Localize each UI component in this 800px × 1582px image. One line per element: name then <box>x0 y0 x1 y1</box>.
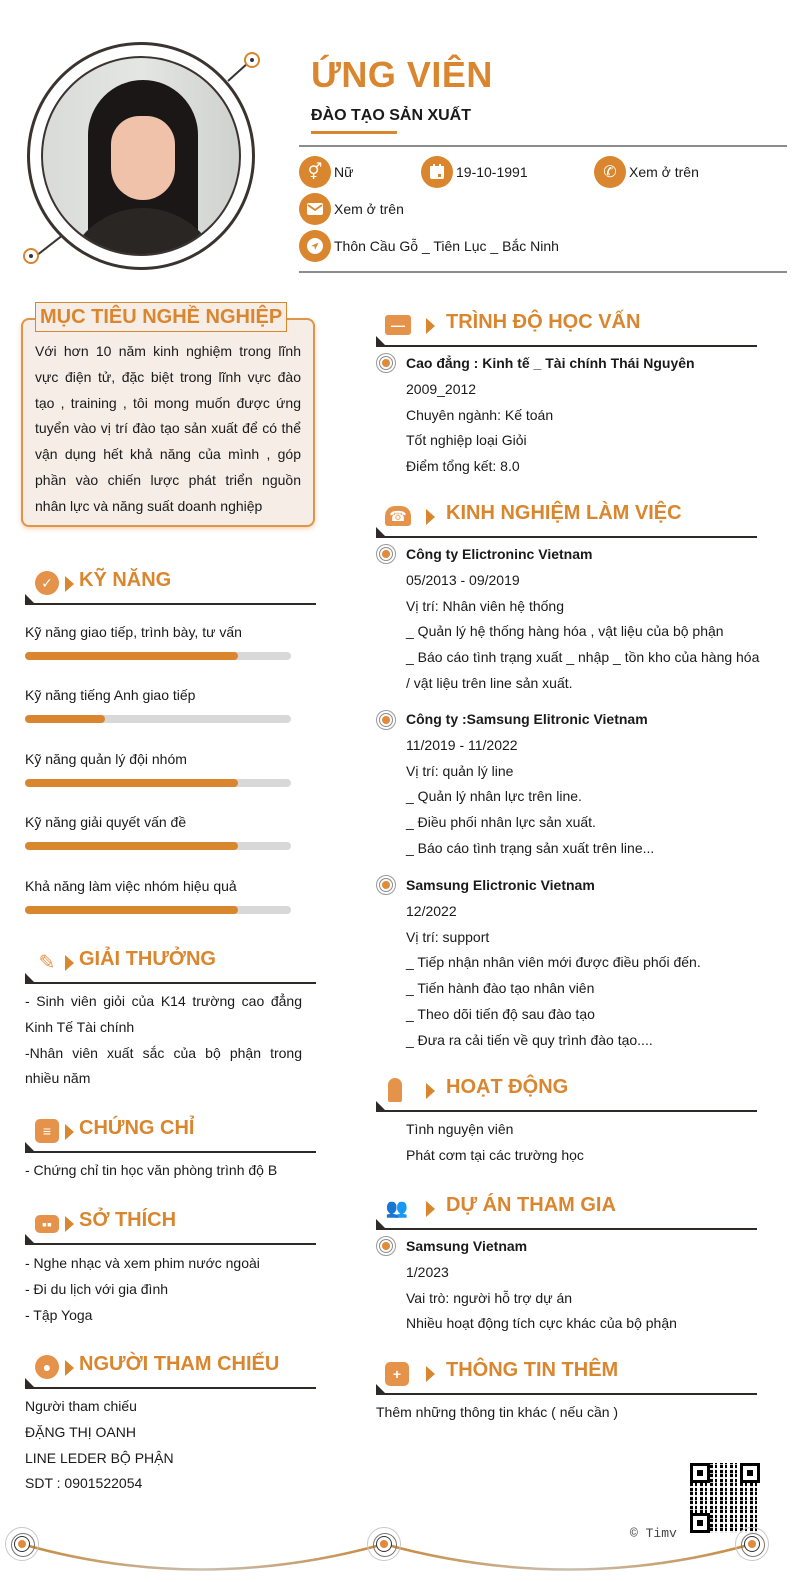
copyright-text: © Timv <box>630 1526 677 1541</box>
activities-content: Tình nguyện viên Phát cơm tại các trường học <box>406 1121 584 1163</box>
arrow-icon <box>426 509 435 525</box>
references-content: Người tham chiếu ĐẶNG THỊ OANH LINE LEDER BỘ PHẬN SDT : 0901522054 <box>25 1398 174 1492</box>
target-circle-icon <box>367 1527 401 1561</box>
section-skills-heading: ✓ KỸ NĂNG <box>25 569 316 605</box>
certificates-content: - Chứng chỉ tin học văn phòng trình độ B <box>25 1162 278 1178</box>
education-entry: Cao đẳng : Kinh tế _ Tài chính Thái Nguyên 2009_2012 Chuyên ngành: Kế toán Tốt nghiệp loại Giỏi Điểm tổng kết: 8.0 <box>406 355 695 475</box>
timeline-bullet-icon <box>376 710 396 730</box>
section-references-heading: ● NGƯỜI THAM CHIẾU <box>25 1353 316 1389</box>
certificate-icon: ≡ <box>35 1119 59 1143</box>
skill-item: Khả năng làm việc nhóm hiệu quả <box>25 878 291 914</box>
timeline-bullet-icon <box>376 1236 396 1256</box>
timeline-bullet-icon <box>376 544 396 564</box>
gender-icon: ⚥ <box>299 156 331 188</box>
skill-bar <box>25 842 291 850</box>
decor-node-bottom <box>23 248 39 264</box>
project-entry: Samsung Vietnam 1/2023 Vai trò: người hỗ trợ dự án Nhiều hoạt động tích cực khác của bộ phận <box>406 1238 677 1332</box>
arrow-icon <box>426 1366 435 1382</box>
objective-title: MỤC TIÊU NGHỀ NGHIỆP <box>35 302 287 332</box>
arrow-icon <box>65 1124 74 1140</box>
gender-value: Nữ <box>334 164 354 180</box>
person-icon <box>388 1078 402 1102</box>
target-circle-icon <box>735 1527 769 1561</box>
target-circle-icon <box>5 1527 39 1561</box>
skill-bar <box>25 906 291 914</box>
arrow-icon <box>426 1201 435 1217</box>
experience-entry: Samsung Elictronic Vietnam 12/2022 Vị trí: support _ Tiếp nhận nhân viên mới được điều phối đến. _ Tiến hành đào tạo nhân viên _ Theo dõi tiến độ sau đào tạo _ Đưa ra cải tiến về quy trình đào tạo.... <box>406 877 701 1048</box>
section-experience-heading: ☎ KINH NGHIỆM LÀM VIỆC <box>376 502 757 538</box>
skill-item: Kỹ năng tiếng Anh giao tiếp <box>25 687 291 723</box>
gamepad-icon: ▪▪ <box>35 1215 59 1233</box>
divider <box>299 271 787 273</box>
skill-bar <box>25 652 291 660</box>
awards-content: - Sinh viên giỏi của K14 trường cao đẳng Kinh Tế Tài chính -Nhân viên xuất sắc của bộ phận trong nhiều năm <box>25 993 302 1087</box>
arrow-icon <box>65 1216 74 1232</box>
section-activities-heading: HOẠT ĐỘNG <box>376 1076 757 1112</box>
additional-content: Thêm những thông tin khác ( nếu cần ) <box>376 1404 619 1420</box>
section-additional-heading: + THÔNG TIN THÊM <box>376 1359 757 1395</box>
section-awards-heading: ✎ GIẢI THƯỞNG <box>25 948 316 984</box>
calendar-icon <box>421 156 453 188</box>
section-certificates-heading: ≡ CHỨNG CHỈ <box>25 1117 316 1153</box>
objective-text: Với hơn 10 năm kinh nghiệm trong lĩnh vực điện tử, đặc biệt trong lĩnh vực đào tạo , training , tôi mong muốn được ứng tuyển vào vị trí đào tạo sản xuất để có thể vận dụng hết khả năng của mình , góp phần vào chiến lược phát triển nguồn nhân lực và năng suất doanh nghiệp <box>35 343 301 514</box>
person-headset-icon: ● <box>35 1355 59 1379</box>
experience-entry: Công ty Elictroninc Vietnam 05/2013 - 09/2019 Vị trí: Nhân viên hệ thống _ Quản lý hệ thống hàng hóa , vật liệu của bộ phận _ Báo cáo tình trạng xuất _ nhập _ tồn kho của hàng hóa / vật liệu trên line sản xuất. <box>406 546 760 691</box>
avatar <box>41 56 241 256</box>
brain-check-icon: ✓ <box>35 571 59 595</box>
skill-item: Kỹ năng giao tiếp, trình bày, tư vấn <box>25 624 291 660</box>
skill-bar <box>25 779 291 787</box>
timeline-bullet-icon <box>376 353 396 373</box>
contact-gender <box>299 156 353 188</box>
contact-birthday <box>421 156 528 188</box>
timeline-bullet-icon <box>376 875 396 895</box>
candidate-position: ĐÀO TẠO SẢN XUẤT <box>311 107 471 124</box>
birthday-value: 19-10-1991 <box>456 164 528 180</box>
address-value: Thôn Cầu Gỗ _ Tiên Lục _ Bắc Ninh <box>334 238 559 254</box>
candidate-name: ỨNG VIÊN <box>311 54 493 95</box>
contact-address <box>299 230 559 262</box>
section-projects-heading: 👥 DỰ ÁN THAM GIA <box>376 1194 757 1230</box>
office-desk-icon: ☎ <box>385 506 411 526</box>
phone-value: Xem ở trên <box>629 164 699 180</box>
diploma-icon: ✎ <box>38 951 56 974</box>
add-stack-icon: + <box>385 1362 409 1386</box>
hobbies-content: - Nghe nhạc và xem phim nước ngoài - Đi du lịch với gia đình - Tập Yoga <box>25 1255 260 1323</box>
arrow-icon <box>65 576 74 592</box>
decor-node-top <box>244 52 260 68</box>
contact-phone <box>594 156 699 188</box>
section-education-heading: — TRÌNH ĐỘ HỌC VẤN <box>376 311 757 347</box>
briefcase-icon: — <box>385 315 411 335</box>
experience-entry: Công ty :Samsung Elitronic Vietnam 11/2019 - 11/2022 Vị trí: quản lý line _ Quản lý nhân lực trên line. _ Điều phối nhân lực sản xuất. _ Báo cáo tình trạng sản xuất trên line... <box>406 711 655 856</box>
group-icon: 👥 <box>385 1197 409 1218</box>
phone-icon: ✆ <box>594 156 626 188</box>
section-hobbies-heading: ▪▪ SỞ THÍCH <box>25 1209 316 1245</box>
arrow-icon <box>426 318 435 334</box>
arrow-icon <box>65 955 74 971</box>
skill-bar <box>25 715 291 723</box>
arrow-icon <box>65 1360 74 1376</box>
skill-item: Kỹ năng giải quyết vấn đề <box>25 814 291 850</box>
skill-item: Kỹ năng quản lý đội nhóm <box>25 751 291 787</box>
contact-email <box>299 193 404 225</box>
mail-icon <box>299 193 331 225</box>
position-underline <box>311 131 397 134</box>
arrow-icon <box>426 1083 435 1099</box>
location-icon <box>299 230 331 262</box>
email-value: Xem ở trên <box>334 201 404 217</box>
divider <box>299 145 787 147</box>
